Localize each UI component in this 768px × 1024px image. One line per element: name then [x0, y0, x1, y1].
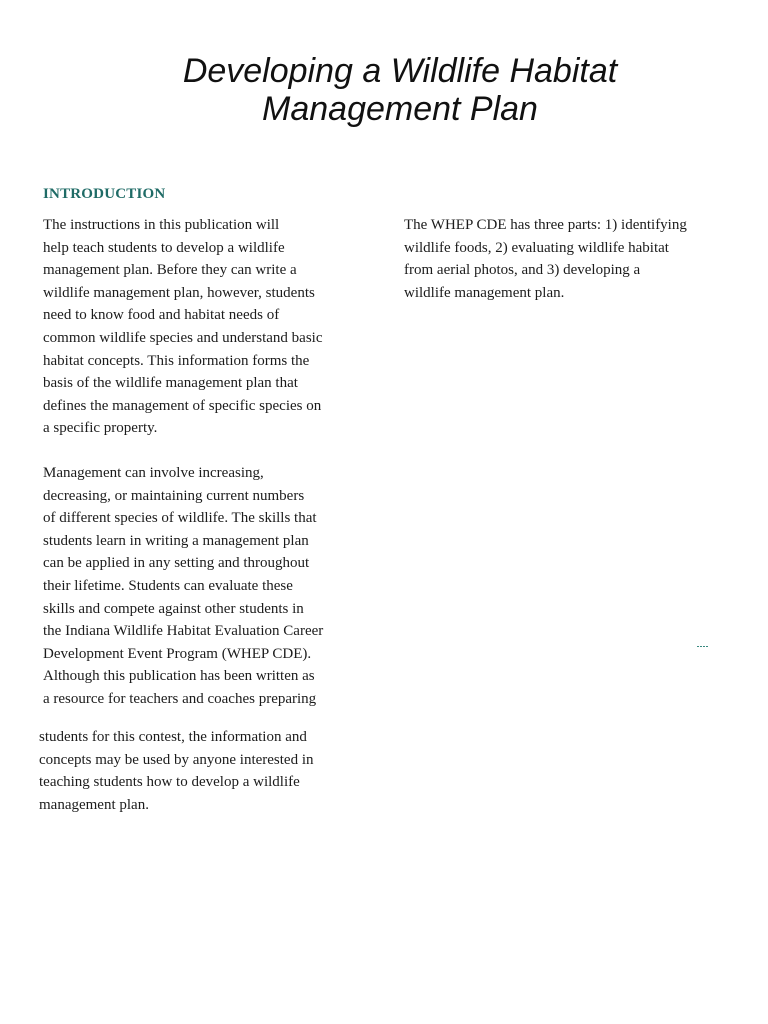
- text-line: basis of the wildlife management plan that: [43, 375, 298, 392]
- text-line: a resource for teachers and coaches preparing: [43, 690, 317, 707]
- text-line: wildlife foods, 2) evaluating wildlife habitat: [404, 239, 669, 256]
- text-line: The WHEP CDE has three parts: 1) identifying: [404, 217, 687, 233]
- text-line: habitat concepts. This information forms the: [43, 352, 310, 369]
- section-heading-introduction: INTRODUCTION: [43, 186, 166, 202]
- text-line: management plan. Before they can write a: [43, 262, 297, 279]
- text-line: students learn in writing a management plan: [43, 532, 309, 549]
- text-line: The instructions in this publication will: [43, 217, 280, 233]
- text-line: concepts may be used by anyone interested in: [39, 751, 314, 768]
- text-line: Management can involve increasing,: [43, 465, 264, 481]
- text-line: help teach students to develop a wildlife: [43, 239, 285, 256]
- text-line: need to know food and habitat needs of: [43, 307, 280, 324]
- decorative-mark: [697, 645, 709, 648]
- tiny-mark-icon: [697, 645, 709, 648]
- text-line: Although this publication has been written as: [43, 668, 315, 685]
- text-line: teaching students how to develop a wildlife: [39, 774, 300, 791]
- text-line: common wildlife species and understand basic: [43, 329, 323, 346]
- text-line: a specific property.: [43, 420, 158, 437]
- text-line: wildlife management plan.: [404, 284, 565, 301]
- text-line: can be applied in any setting and throughout: [43, 555, 310, 572]
- text-line: the Indiana Wildlife Habitat Evaluation Career: [43, 623, 324, 640]
- text-line: wildlife management plan, however, students: [43, 284, 315, 301]
- text-line: skills and compete against other students in: [43, 600, 304, 617]
- page-title-line-1: Developing a Wildlife Habitat: [182, 52, 618, 90]
- text-line: defines the management of specific species on: [43, 397, 322, 414]
- text-line: Development Event Program (WHEP CDE).: [43, 645, 312, 662]
- text-line: decreasing, or maintaining current numbers: [43, 487, 305, 504]
- text-line: students for this contest, the information and: [39, 729, 307, 745]
- intro-paragraph-3: [39, 726, 314, 816]
- whep-cde-parts-paragraph: [404, 214, 687, 304]
- page-title: [0, 52, 768, 128]
- text-line: management plan.: [39, 796, 149, 813]
- intro-paragraph-1: [43, 214, 323, 440]
- page-title-line-2: Management Plan: [262, 90, 538, 128]
- text-line: their lifetime. Students can evaluate these: [43, 577, 293, 594]
- text-line: of different species of wildlife. The skills that: [43, 510, 317, 527]
- intro-paragraph-2: [43, 462, 323, 711]
- text-line: from aerial photos, and 3) developing a: [404, 262, 641, 279]
